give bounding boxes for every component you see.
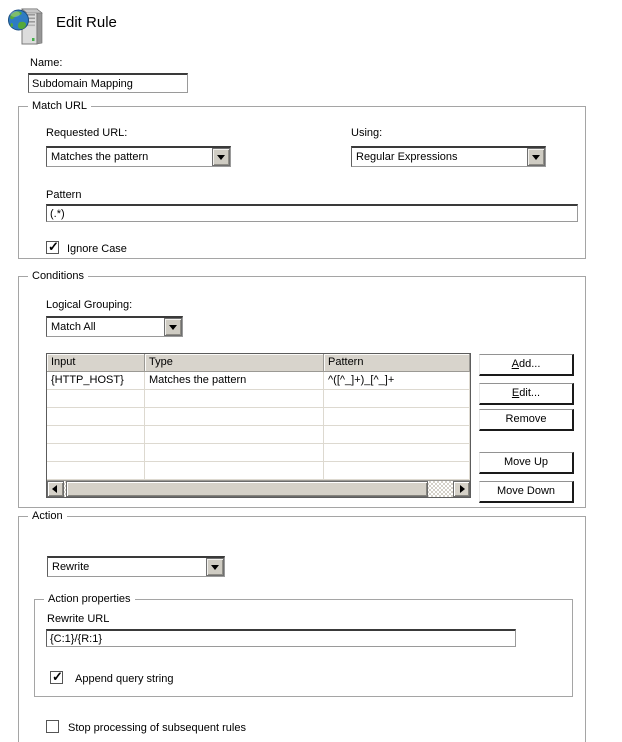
- move-down-button[interactable]: Move Down: [479, 481, 574, 503]
- using-selected-value: Regular Expressions: [356, 151, 458, 163]
- table-empty-row: [47, 426, 470, 444]
- match-url-group-label: Match URL: [28, 100, 91, 113]
- table-cell: [47, 444, 145, 462]
- action-group-label: Action: [28, 510, 67, 523]
- chevron-down-icon: [217, 155, 225, 160]
- append-query-string-label: Append query string: [75, 673, 174, 685]
- ignore-case-label: Ignore Case: [67, 243, 127, 255]
- table-cell: [145, 408, 324, 426]
- table-cell: [47, 426, 145, 444]
- scrollbar-thumb[interactable]: [66, 481, 428, 497]
- table-cell: [324, 462, 470, 480]
- logical-grouping-dropdown-button[interactable]: [164, 318, 182, 336]
- table-cell: [47, 390, 145, 408]
- scroll-right-button[interactable]: [453, 481, 470, 497]
- requested-url-dropdown-button[interactable]: [212, 148, 230, 166]
- page-title: Edit Rule: [56, 14, 117, 31]
- rewrite-url-label: Rewrite URL: [47, 613, 110, 625]
- chevron-down-icon: [211, 565, 219, 570]
- column-header-input[interactable]: Input: [47, 354, 145, 372]
- action-groupbox: [18, 510, 586, 742]
- logical-grouping-selected-value: Match All: [51, 321, 96, 333]
- pattern-input[interactable]: [46, 204, 578, 222]
- conditions-table-body: [47, 372, 470, 480]
- conditions-group-label: Conditions: [28, 270, 88, 283]
- table-cell: [324, 390, 470, 408]
- match-url-groupbox: [18, 100, 586, 259]
- table-cell: [324, 408, 470, 426]
- move-up-button[interactable]: Move Up: [479, 452, 574, 474]
- table-cell: [145, 390, 324, 408]
- table-cell: [145, 444, 324, 462]
- action-type-dropdown[interactable]: [47, 556, 225, 577]
- stop-processing-checkbox[interactable]: [46, 720, 59, 733]
- rewrite-url-input[interactable]: [46, 629, 516, 647]
- action-properties-groupbox: [34, 593, 573, 697]
- action-type-dropdown-button[interactable]: [206, 558, 224, 576]
- requested-url-label: Requested URL:: [46, 127, 128, 139]
- cell-type: Matches the pattern: [145, 372, 324, 390]
- table-empty-row: [47, 462, 470, 480]
- action-type-selected-value: Rewrite: [52, 561, 90, 573]
- ignore-case-checkbox[interactable]: [46, 241, 59, 254]
- table-empty-row: [47, 390, 470, 408]
- table-empty-row: [47, 408, 470, 426]
- using-dropdown[interactable]: [351, 146, 546, 167]
- chevron-down-icon: [532, 155, 540, 160]
- horizontal-scrollbar[interactable]: [47, 480, 470, 497]
- requested-url-selected-value: Matches the pattern: [51, 151, 149, 163]
- left-arrow-icon: [52, 485, 57, 493]
- table-row[interactable]: [47, 372, 470, 390]
- scroll-left-button[interactable]: [47, 481, 64, 497]
- pattern-label: Pattern: [46, 189, 82, 201]
- requested-url-dropdown[interactable]: [46, 146, 231, 167]
- cell-pattern: ^([^_]+)_[^_]+: [324, 372, 470, 390]
- conditions-groupbox: [18, 270, 586, 508]
- table-cell: [324, 426, 470, 444]
- logical-grouping-label: Logical Grouping:: [46, 299, 133, 311]
- using-label: Using:: [351, 127, 383, 139]
- action-properties-group-label: Action properties: [44, 593, 135, 606]
- column-header-type[interactable]: Type: [145, 354, 324, 372]
- table-cell: [47, 462, 145, 480]
- table-cell: [145, 462, 324, 480]
- table-header-row: [47, 354, 470, 372]
- table-cell: [324, 444, 470, 462]
- remove-button[interactable]: Remove: [479, 409, 574, 431]
- logical-grouping-dropdown[interactable]: [46, 316, 183, 337]
- stop-processing-label: Stop processing of subsequent rules: [68, 722, 246, 734]
- append-query-string-checkbox[interactable]: [50, 671, 63, 684]
- column-header-pattern[interactable]: Pattern: [324, 354, 470, 372]
- right-arrow-icon: [460, 485, 465, 493]
- edit-button[interactable]: Edit...: [479, 383, 574, 405]
- name-label: Name:: [30, 57, 63, 69]
- add-button[interactable]: Add...: [479, 354, 574, 376]
- table-cell: [145, 426, 324, 444]
- name-input[interactable]: [28, 73, 188, 93]
- cell-input: {HTTP_HOST}: [47, 372, 145, 390]
- iis-server-globe-icon: [8, 5, 46, 45]
- conditions-table: [46, 353, 471, 498]
- chevron-down-icon: [169, 325, 177, 330]
- using-dropdown-button[interactable]: [527, 148, 545, 166]
- table-cell: [47, 408, 145, 426]
- table-empty-row: [47, 444, 470, 462]
